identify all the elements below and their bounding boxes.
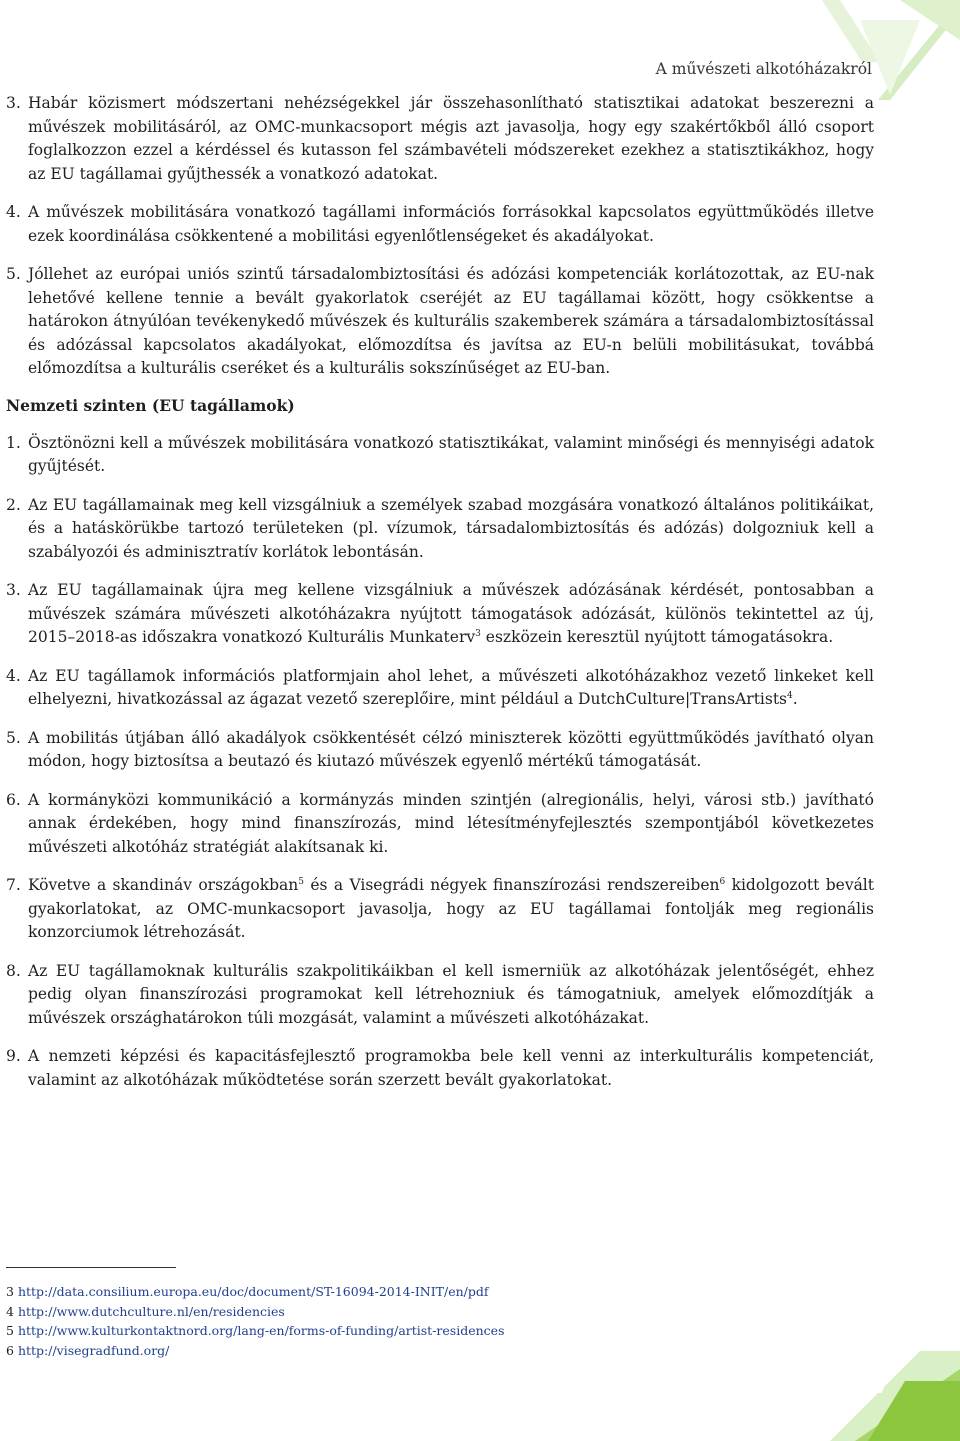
footnote-link[interactable]: http://visegradfund.org/ <box>17 1342 170 1358</box>
item-text-continued: kidolgozott bevált gyakorlatokat, az OMC-munkacsoport javasolja, hogy az EU tagállamai fontolják meg regionális konzorciumok létrehozását. <box>28 876 874 941</box>
item-text: Az EU tagállamainak meg kell vizsgálniuk a személyek szabad mozgására vonatkozó általános politikáikat, és a hatáskörükbe tartozó területeken (pl. vízumok, társadalombiztosítás és adózás) dolgozniuk kell a szabályozói és adminisztratív korlátok lebontásán. <box>28 495 874 561</box>
list-item <box>6 727 874 774</box>
footnote-number: 4 <box>6 1303 14 1319</box>
item-number: 6. <box>6 790 21 809</box>
page-number: 17 <box>862 1377 888 1398</box>
item-number: 3. <box>6 94 21 112</box>
list-item <box>6 263 874 381</box>
item-number: 4. <box>6 666 21 685</box>
item-number: 2. <box>6 495 21 514</box>
item-text: Követve a skandináv országokban <box>28 876 299 894</box>
footnote-ref[interactable]: 6 <box>719 876 726 887</box>
item-number: 4. <box>6 203 21 221</box>
item-text-middle: és a Visegrádi négyek finanszírozási rendszereiben <box>303 876 720 894</box>
item-number: 8. <box>6 961 21 980</box>
item-text-continued: eszközein keresztül nyújtott támogatásokra. <box>480 628 834 646</box>
item-text: Az EU tagállamainak újra meg kellene vizsgálniuk a művészek adózásának kérdését, pontosabban a művészek számára művészeti alkotóházakra nyújtott támogatások adózását, különös tekintettel az új, 2015–2018-as időszakra vonatkozó Kulturális Munkaterv <box>28 581 874 646</box>
footnote <box>6 1302 504 1322</box>
list-item <box>6 494 874 565</box>
item-number: 9. <box>6 1047 21 1065</box>
item-number: 1. <box>6 433 21 452</box>
item-text-continued: . <box>792 690 798 708</box>
item-text: A nemzeti képzési és kapacitásfejlesztő programokba bele kell venni az interkulturális kompetenciát, valamint az alkotóházak működtetése során szerzett bevált gyakorlatokat. <box>28 1047 874 1089</box>
list-item <box>6 1045 874 1092</box>
footnote <box>6 1341 504 1361</box>
item-number: 5. <box>6 728 21 747</box>
page-header: A művészeti alkotóházakról <box>655 60 872 78</box>
footnotes <box>6 1282 504 1360</box>
list-item <box>6 789 874 860</box>
document-body <box>6 92 874 1107</box>
footnote-link[interactable]: http://www.dutchculture.nl/en/residencies <box>17 1303 285 1319</box>
footnote-link[interactable]: http://data.consilium.europa.eu/doc/document/ST-16094-2014-INIT/en/pdf <box>17 1284 489 1299</box>
item-number: 7. <box>6 876 21 894</box>
footnote-number: 6 <box>6 1342 14 1358</box>
item-text: Jóllehet az európai uniós szintű társadalombiztosítási és adózási kompetenciák korlátozottak, az EU-nak lehetővé kellene tennie a bevált gyakorlatok cseréjét az EU tagállamai között, hogy csökkentse a határokon átnyúlóan tevékenykedő művészek és kulturális szakemberek számára a társadalombiztosítással és adózással kapcsolatos akadályokat, előmozdítsa és javítsa az EU-n belüli mobilitásukat, továbbá előmozdítsa a kulturális cseréket és a kulturális sokszínűséget az EU-ban. <box>28 265 874 377</box>
item-text: A kormányközi kommunikáció a kormányzás minden szintjén (alregionális, helyi, városi stb.) javítható annak érdekében, hogy mind finanszírozás, mind létesítményfejlesztés szempontjából következetes művészeti alkotóház stratégiát alakítsanak ki. <box>28 790 874 856</box>
footnote-divider <box>6 1267 176 1268</box>
item-text: Ösztönözni kell a művészek mobilitására vonatkozó statisztikákat, valamint minőségi és mennyiségi adatok gyűjtését. <box>28 433 874 475</box>
corner-logo-icon <box>800 0 960 100</box>
footnote <box>6 1321 504 1341</box>
list-item <box>6 201 874 248</box>
list-item <box>6 579 874 650</box>
list-item <box>6 960 874 1031</box>
list-item <box>6 665 874 712</box>
footnote-number: 3 <box>6 1284 14 1299</box>
list-item <box>6 874 874 945</box>
footnote <box>6 1282 504 1302</box>
footnote-ref[interactable]: 5 <box>298 876 304 887</box>
item-text: Habár közismert módszertani nehézségekkel jár összehasonlítható statisztikai adatokat beszerezni a művészek mobilitásáról, az OMC-munkacsoport mégis azt javasolja, hogy egy szakértőkből álló csoport foglalkozzon ezzel a kérdéssel és kutasson fel számbavételi módszereket ezekhez a statisztikákhoz, hogy az EU tagállamai gyűjthessék a vonatkozó adatokat. <box>28 94 874 183</box>
footnote-link[interactable]: http://www.kulturkontaktnord.org/lang-en/forms-of-funding/artist-residences <box>17 1323 505 1338</box>
list-item <box>6 432 874 479</box>
item-text: A művészek mobilitására vonatkozó tagállami információs forrásokkal kapcsolatos együttműködés illetve ezek koordinálása csökkentené a mobilitási egyenlőtlenségeket és akadályokat. <box>28 203 874 245</box>
section-heading: Nemzeti szinten (EU tagállamok) <box>6 395 295 415</box>
item-number: 5. <box>6 265 21 283</box>
footnote-number: 5 <box>6 1323 14 1338</box>
footnote-ref[interactable]: 4 <box>787 690 793 701</box>
item-number: 3. <box>6 581 21 599</box>
item-text: A mobilitás útjában álló akadályok csökkentését célzó miniszterek közötti együttműködés javítható olyan módon, hogy biztosítsa a beutazó és kiutazó művészek egyenlő mértékű támogatását. <box>28 728 874 770</box>
list-item <box>6 92 874 186</box>
item-text: Az EU tagállamok információs platformjain ahol lehet, a művészeti alkotóházakhoz vezető linkeket kell elhelyezni, hivatkozással az ágazat vezető szereplőire, mint például a DutchCulture|TransArtists <box>28 666 874 708</box>
footnote-ref[interactable]: 3 <box>475 628 481 639</box>
item-text: Az EU tagállamoknak kulturális szakpolitikáikban el kell ismerniük az alkotóházak jelentőségét, ehhez pedig olyan finanszírozási programokat kell létrehozniuk és támogatniuk, amelyek előmozdítják a művészek országhatárokon túli mozgását, valamint a művészeti alkotóházakat. <box>28 961 874 1027</box>
